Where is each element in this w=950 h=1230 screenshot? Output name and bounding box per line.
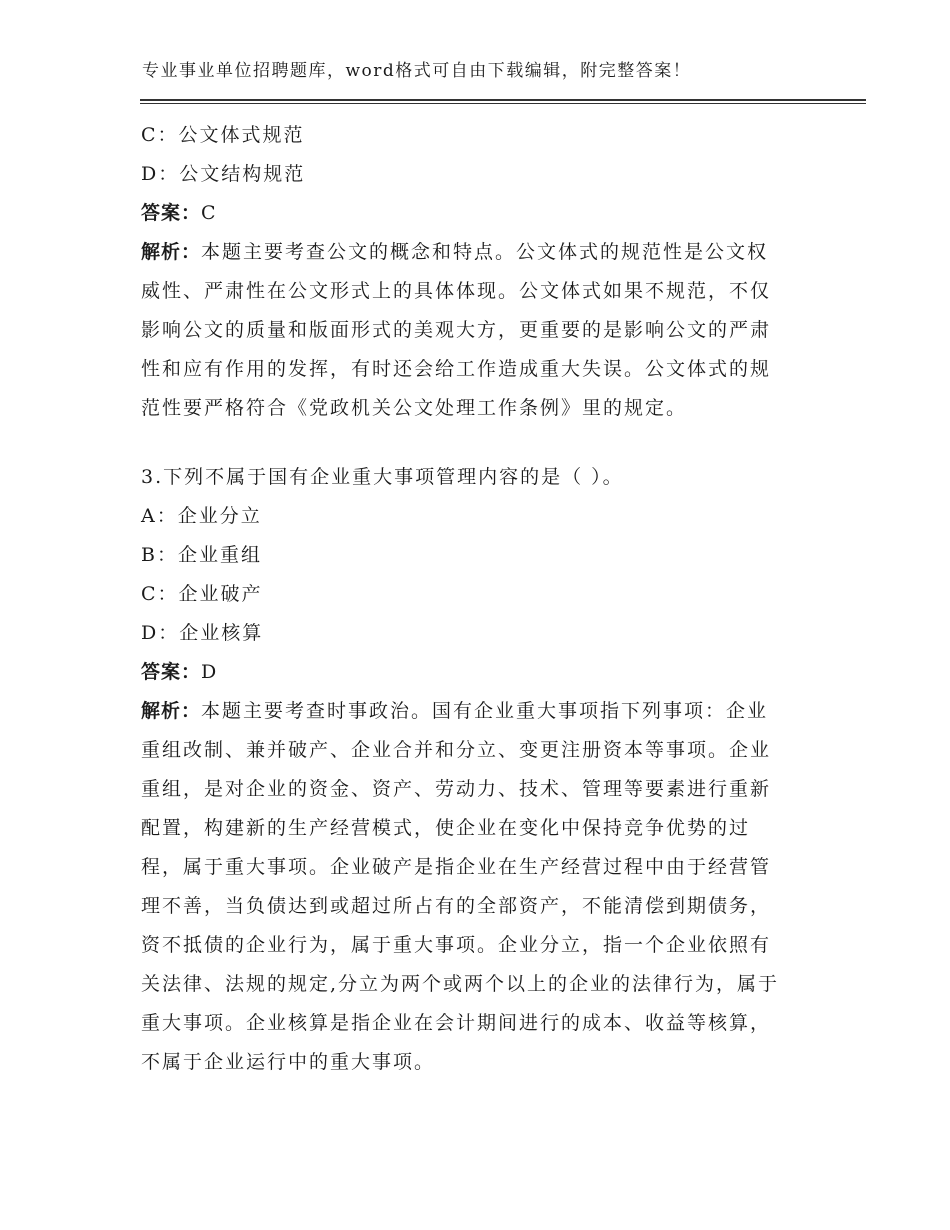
section-gap [141,428,811,458]
answer-value: C [201,202,218,224]
option-a: A：企业分立 [141,505,262,527]
answer-value: D [201,661,219,683]
block1-options [141,116,811,194]
option-d: D：企业核算 [141,622,264,644]
analysis-line: 威性、严肃性在公文形式上的具体体现。公文体式如果不规范，不仅 [141,280,772,302]
answer-label: 答案： [141,661,202,683]
question3-analysis [141,692,811,1082]
question3-options [141,497,811,653]
analysis-line: 程，属于重大事项。企业破产是指企业在生产经营过程中由于经营管 [141,856,772,878]
analysis-line: 资不抵债的企业行为，属于重大事项。企业分立，指一个企业依照有 [141,934,772,956]
analysis-line: 重组，是对企业的资金、资产、劳动力、技术、管理等要素进行重新 [141,778,772,800]
analysis-line: 配置，构建新的生产经营模式，使企业在变化中保持竞争优势的过 [141,817,751,839]
option-c: C：企业破产 [141,583,263,605]
analysis-line: 不属于企业运行中的重大事项。 [141,1051,436,1073]
analysis-line: 影响公文的质量和版面形式的美观大方，更重要的是影响公文的严肃 [141,319,772,341]
option-c: C：公文体式规范 [141,124,305,146]
block1-analysis [141,233,811,428]
analysis-label: 解析： [141,700,202,722]
analysis-line: 解析：本题主要考查时事政治。国有企业重大事项指下列事项：企业 [141,700,769,722]
analysis-line: 重大事项。企业核算是指企业在会计期间进行的成本、收益等核算， [141,1012,772,1034]
header-rule-thick [140,99,866,101]
analysis-line: 解析：本题主要考查公文的概念和特点。公文体式的规范性是公文权 [141,241,769,263]
header-rule-thin [140,103,866,104]
option-d: D：公文结构规范 [141,163,306,185]
analysis-line: 关法律、法规的规定,分立为两个或两个以上的企业的法律行为，属于 [141,973,780,995]
analysis-line: 理不善，当负债达到或超过所占有的全部资产，不能清偿到期债务， [141,895,772,917]
analysis-line: 范性要严格符合《党政机关公文处理工作条例》里的规定。 [141,397,688,419]
question-content [141,116,811,1082]
question-stem: 3.下列不属于国有企业重大事项管理内容的是（ ）。 [141,466,624,488]
analysis-line: 重组改制、兼并破产、企业合并和分立、变更注册资本等事项。企业 [141,739,772,761]
answer-label: 答案： [141,202,202,224]
block1-answer [141,194,811,233]
question3-answer [141,653,811,692]
page-header: 专业事业单位招聘题库，word格式可自由下载编辑，附完整答案！ [142,61,692,81]
analysis-line: 性和应有作用的发挥，有时还会给工作造成重大失误。公文体式的规 [141,358,772,380]
option-b: B：企业重组 [141,544,262,566]
analysis-label: 解析： [141,241,202,263]
